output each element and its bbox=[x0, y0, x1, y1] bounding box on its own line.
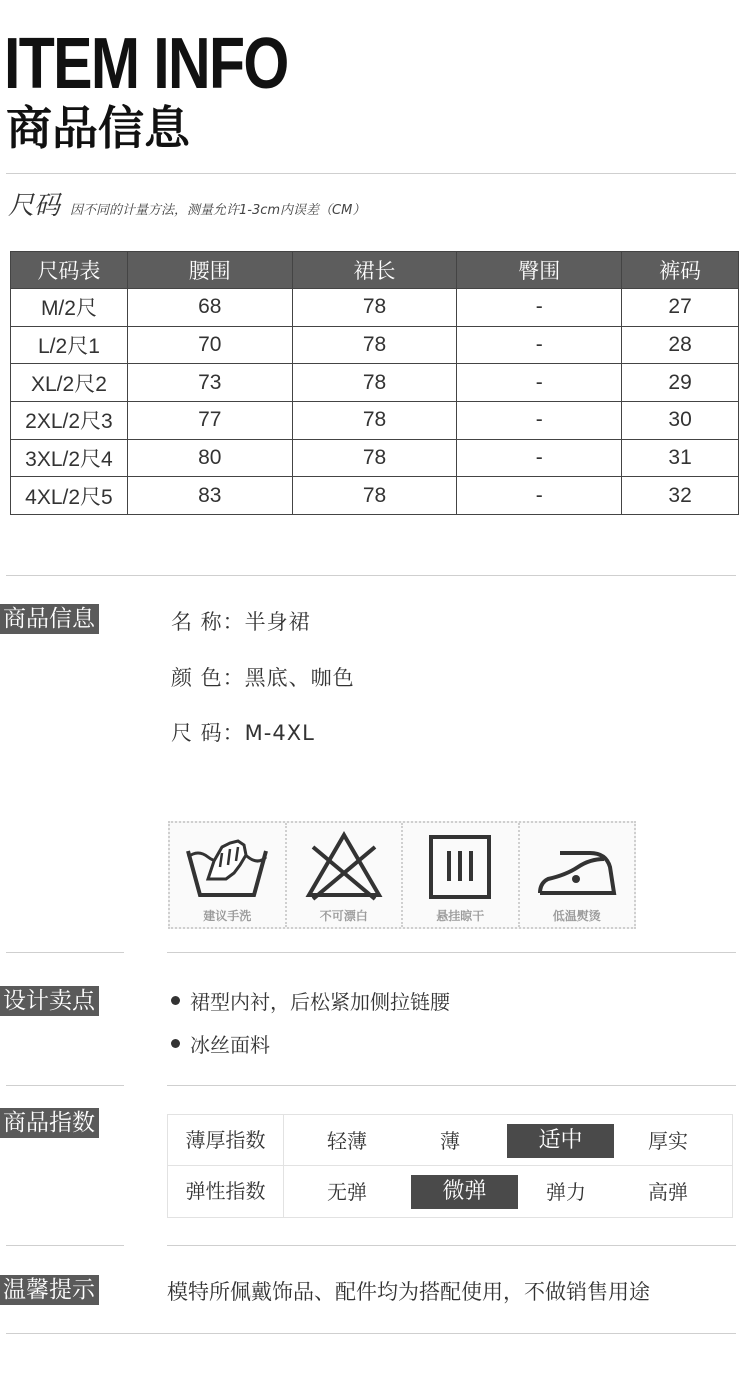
table-header-cell: 裙长 bbox=[292, 252, 457, 289]
table-cell: 70 bbox=[127, 326, 292, 364]
table-cell: 78 bbox=[292, 402, 457, 440]
table-cell: - bbox=[457, 477, 622, 515]
divider bbox=[6, 1333, 736, 1334]
table-row bbox=[11, 477, 739, 515]
table-cell: 4XL/2尺5 bbox=[11, 477, 128, 515]
tips-text: 模特所佩戴饰品、配件均为搭配使用，不做销售用途 bbox=[167, 1280, 650, 1304]
index-option: 厚实 bbox=[648, 1129, 688, 1153]
design-point: 裙型内衬，后松紧加侧拉链腰 bbox=[190, 990, 450, 1014]
index-option: 无弹 bbox=[327, 1180, 367, 1204]
table-cell: 77 bbox=[127, 402, 292, 440]
design-point: 冰丝面料 bbox=[190, 1033, 270, 1057]
section-tag-product-info: 商品信息 bbox=[0, 604, 99, 634]
table-row bbox=[11, 326, 739, 364]
table-cell: 31 bbox=[622, 439, 739, 477]
table-cell: - bbox=[457, 402, 622, 440]
list-item bbox=[171, 1029, 270, 1058]
section-tag-tips: 温馨提示 bbox=[0, 1275, 99, 1305]
care-item bbox=[170, 823, 287, 927]
low-iron-icon bbox=[534, 831, 620, 905]
care-item bbox=[520, 823, 635, 927]
care-label: 建议手洗 bbox=[203, 909, 252, 923]
table-cell: XL/2尺2 bbox=[11, 364, 128, 402]
divider bbox=[167, 952, 736, 953]
table-cell: 28 bbox=[622, 326, 739, 364]
table-cell: L/2尺1 bbox=[11, 326, 128, 364]
divider bbox=[6, 1085, 124, 1086]
table-cell: 3XL/2尺4 bbox=[11, 439, 128, 477]
table-row bbox=[11, 364, 739, 402]
table-cell: 78 bbox=[292, 439, 457, 477]
bullet-icon bbox=[171, 996, 180, 1005]
care-instructions bbox=[168, 821, 636, 929]
index-row-elasticity bbox=[168, 1166, 732, 1217]
size-section-note: 因不同的计量方法，测量允许1-3cm内误差（CM） bbox=[70, 203, 366, 218]
table-cell: 83 bbox=[127, 477, 292, 515]
size-section-label: 尺码 bbox=[8, 191, 61, 221]
table-header-cell: 裤码 bbox=[622, 252, 739, 289]
care-label: 不可漂白 bbox=[319, 909, 368, 923]
table-cell: 73 bbox=[127, 364, 292, 402]
table-cell: 2XL/2尺3 bbox=[11, 402, 128, 440]
hang-dry-icon bbox=[417, 831, 503, 905]
no-bleach-icon bbox=[301, 831, 387, 905]
product-name: 名 称：半身裙 bbox=[171, 610, 311, 634]
table-cell: 30 bbox=[622, 402, 739, 440]
table-cell: 32 bbox=[622, 477, 739, 515]
care-label: 低温熨烫 bbox=[552, 909, 601, 923]
table-cell: 68 bbox=[127, 289, 292, 327]
size-section-header bbox=[8, 185, 365, 222]
table-header-cell: 尺码表 bbox=[11, 252, 128, 289]
table-cell: - bbox=[457, 326, 622, 364]
table-cell: 78 bbox=[292, 364, 457, 402]
care-label: 悬挂晾干 bbox=[436, 909, 485, 923]
table-header-cell: 臀围 bbox=[457, 252, 622, 289]
table-cell: - bbox=[457, 439, 622, 477]
divider bbox=[6, 575, 736, 576]
table-cell: - bbox=[457, 289, 622, 327]
care-item bbox=[287, 823, 404, 927]
table-header-row bbox=[11, 252, 739, 289]
table-cell: M/2尺 bbox=[11, 289, 128, 327]
table-cell: 80 bbox=[127, 439, 292, 477]
index-option: 弹力 bbox=[546, 1180, 586, 1204]
table-header-cell: 腰围 bbox=[127, 252, 292, 289]
section-tag-index: 商品指数 bbox=[0, 1108, 99, 1138]
table-cell: 78 bbox=[292, 326, 457, 364]
index-option: 高弹 bbox=[648, 1180, 688, 1204]
index-label: 弹性指数 bbox=[168, 1166, 284, 1217]
table-row bbox=[11, 289, 739, 327]
divider bbox=[167, 1085, 736, 1086]
table-cell: 78 bbox=[292, 289, 457, 327]
table-cell: - bbox=[457, 364, 622, 402]
index-label: 薄厚指数 bbox=[168, 1115, 284, 1166]
index-option: 轻薄 bbox=[327, 1129, 367, 1153]
list-item bbox=[171, 986, 450, 1015]
divider bbox=[6, 1245, 124, 1246]
product-size: 尺 码：M-4XL bbox=[171, 721, 315, 745]
page-title-en: ITEM INFO bbox=[4, 24, 288, 104]
divider bbox=[167, 1245, 736, 1246]
index-row-thickness bbox=[168, 1115, 732, 1166]
index-option: 薄 bbox=[440, 1129, 460, 1153]
table-cell: 29 bbox=[622, 364, 739, 402]
table-cell: 27 bbox=[622, 289, 739, 327]
table-cell: 78 bbox=[292, 477, 457, 515]
product-color: 颜 色：黑底、咖色 bbox=[171, 666, 355, 690]
index-option-selected: 适中 bbox=[507, 1124, 614, 1158]
page-title-cn: 商品信息 bbox=[6, 101, 190, 155]
size-table bbox=[10, 251, 739, 515]
divider bbox=[6, 952, 124, 953]
section-tag-design: 设计卖点 bbox=[0, 986, 99, 1016]
table-row bbox=[11, 439, 739, 477]
index-option-selected: 微弹 bbox=[411, 1175, 518, 1209]
care-item bbox=[403, 823, 520, 927]
hand-wash-icon bbox=[184, 831, 270, 905]
divider bbox=[6, 173, 736, 174]
index-table bbox=[167, 1114, 733, 1218]
bullet-icon bbox=[171, 1039, 180, 1048]
table-row bbox=[11, 402, 739, 440]
